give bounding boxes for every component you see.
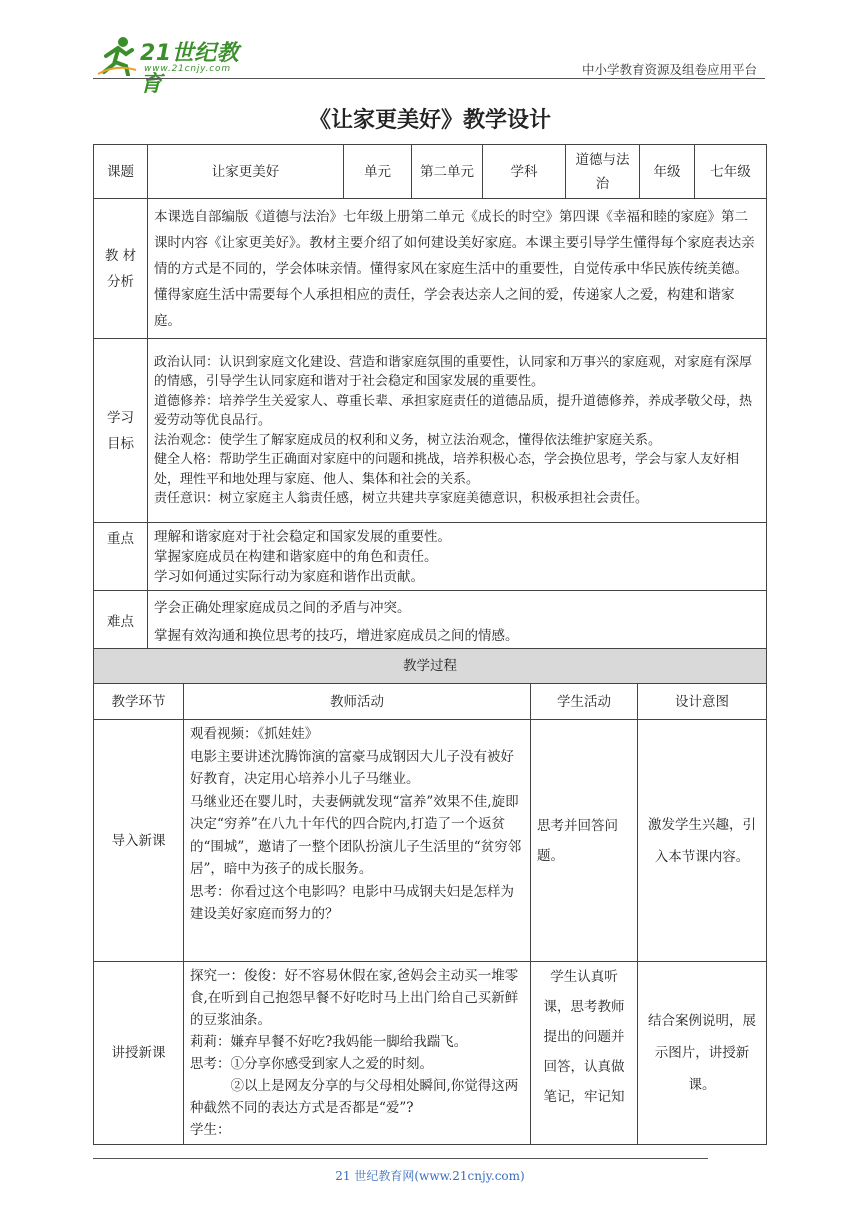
header-divider <box>93 78 765 79</box>
difficulties-row <box>94 591 767 654</box>
unit-label: 单元 <box>344 145 412 199</box>
key-points-row <box>94 523 767 591</box>
teacher-line: 马继业还在婴儿时，夫妻俩就发现“富养”效果不佳,旋即决定“穷养”在八九十年代的四合院内,打造了一个返贫的“围城”，邀请了一整个团队扮演儿子生活里的“贫穷邻居”，暗中为孩子的成长服务。 <box>190 793 522 877</box>
student-activity-cell: 学生认真听课，思考教师提出的问题并回答，认真做笔记，牢记知 <box>531 962 638 1145</box>
objective-moral: 道德修养：培养学生关爱家人、尊重长辈、承担家庭责任的道德品质，提升道德修养，养成孝敬父母，热爱劳动等优良品行。 <box>154 393 753 428</box>
footer-divider <box>93 1158 708 1159</box>
unit-value: 第二单元 <box>412 145 483 199</box>
objective-law: 法治观念：使学生了解家庭成员的权利和义务，树立法治观念，懂得依法维护家庭关系。 <box>154 432 662 448</box>
process-header-row <box>94 684 767 720</box>
stage-cell: 讲授新课 <box>94 962 184 1145</box>
teacher-line: 思考：①分享你感受到家人之爱的时刻。 <box>190 1056 433 1072</box>
col-header-teacher: 教师活动 <box>184 684 531 720</box>
objectives-cell <box>148 339 767 523</box>
key-point-item: 掌握家庭成员在构建和谐家庭中的角色和责任。 <box>154 548 438 565</box>
site-logo[interactable] <box>96 34 261 97</box>
key-points-label: 重点 <box>94 523 148 591</box>
subject-value: 道德与法治 <box>566 145 640 199</box>
difficulty-item: 掌握有效沟通和换位思考的技巧，增进家庭成员之间的情感。 <box>154 628 519 644</box>
grade-label: 年级 <box>640 145 695 199</box>
process-row-intro <box>94 720 767 962</box>
difficulties-cell <box>148 591 767 654</box>
teacher-line: ②以上是网友分享的与父母相处瞬间,你觉得这两种截然不同的表达方式是否都是“爱”? <box>190 1078 519 1116</box>
teacher-activity-cell <box>184 720 531 962</box>
objective-responsibility: 责任意识：树立家庭主人翁责任感，树立共建共享家庭美德意识，积极承担社会责任。 <box>154 491 649 506</box>
process-title: 教学过程 <box>94 649 767 684</box>
runner-logo-icon <box>96 34 138 76</box>
teaching-process-table <box>93 648 767 1145</box>
student-activity-cell: 思考并回答问题。 <box>531 720 638 962</box>
difficulties-label: 难点 <box>94 591 148 654</box>
teacher-activity-cell <box>184 962 531 1145</box>
difficulty-item: 学会正确处理家庭成员之间的矛盾与冲突。 <box>154 600 411 616</box>
intent-cell: 结合案例说明，展示图片，讲授新课。 <box>638 962 767 1145</box>
footer-link[interactable]: 21 世纪教育网(www.21cnjy.com) <box>335 1169 525 1183</box>
teacher-line: 探究一：俊俊：好不容易休假在家,爸妈会主动买一堆零食,在听到自己抱怨早餐不好吃时马上出门给自己买新鲜的豆浆油条。 <box>190 968 519 1028</box>
objective-personality: 健全人格：帮助学生正确面对家庭中的问题和挑战，培养积极心态，学会换位思考，学会与家人友好相处，理性平和地处理与家庭、他人、集体和社会的关系。 <box>154 452 740 487</box>
objectives-row <box>94 339 767 523</box>
platform-name: 中小学教育资源及组卷应用平台 <box>581 62 757 77</box>
grade-value: 七年级 <box>695 145 767 199</box>
teacher-line: 思考：你看过这个电影吗？电影中马成钢夫妇是怎样为建设美好家庭而努力的？ <box>190 883 514 922</box>
col-header-intent: 设计意图 <box>638 684 767 720</box>
intent-cell: 激发学生兴趣，引入本节课内容。 <box>638 720 767 962</box>
teacher-line: 莉莉：嫌弃早餐不好吃?我妈能一脚给我踹飞。 <box>190 1034 468 1050</box>
col-header-stage: 教学环节 <box>94 684 184 720</box>
teacher-line: 观看视频：《抓娃娃》 <box>190 726 319 742</box>
subject-label: 学科 <box>483 145 566 199</box>
document-title: 《让家更美好》教学设计 <box>308 108 551 133</box>
key-points-cell <box>148 523 767 591</box>
analysis-text: 本课选自部编版《道德与法治》七年级上册第二单元《成长的时空》第四课《幸福和睦的家庭》第二课时内容《让家更美好》。教材主要介绍了如何建设美好家庭。本课主要引导学生懂得每个家庭表达亲情的方式是不同的，学会体味亲情。懂得家风在家庭生活中的重要性，自觉传承中华民族传统美德。懂得家庭生活中需要每个人承担相应的责任，学会表达亲人之间的爱，传递家人之爱，构建和谐家庭。 <box>148 199 767 339</box>
process-title-row <box>94 649 767 684</box>
objectives-label: 学习 目标 <box>94 339 148 523</box>
course-label: 课题 <box>94 145 148 199</box>
key-point-item: 理解和谐家庭对于社会稳定和国家发展的重要性。 <box>154 528 451 545</box>
stage-cell: 导入新课 <box>94 720 184 962</box>
brand-url: www.21cnjy.com <box>144 64 231 74</box>
objective-political: 政治认同：认识到家庭文化建设、营造和谐家庭氛围的重要性，认同家和万事兴的家庭观，对家庭有深厚的情感，引导学生认同家庭和谐对于社会稳定和国家发展的重要性。 <box>154 354 753 389</box>
course-value: 让家更美好 <box>148 145 344 199</box>
col-header-student: 学生活动 <box>531 684 638 720</box>
page-header <box>0 0 860 97</box>
teacher-line: 电影主要讲述沈腾饰演的富豪马成钢因大儿子没有被好好教育，决定用心培养小儿子马继业。 <box>190 748 514 787</box>
info-row <box>94 145 767 199</box>
process-row-teaching <box>94 962 767 1145</box>
key-point-item: 学习如何通过实际行动为家庭和谐作出贡献。 <box>154 568 424 585</box>
brand-name: 21世纪教育 <box>140 41 240 97</box>
lesson-info-table <box>93 144 767 654</box>
analysis-row <box>94 199 767 339</box>
analysis-label: 教 材 分析 <box>94 199 148 339</box>
teacher-line: 学生： <box>190 1122 231 1138</box>
